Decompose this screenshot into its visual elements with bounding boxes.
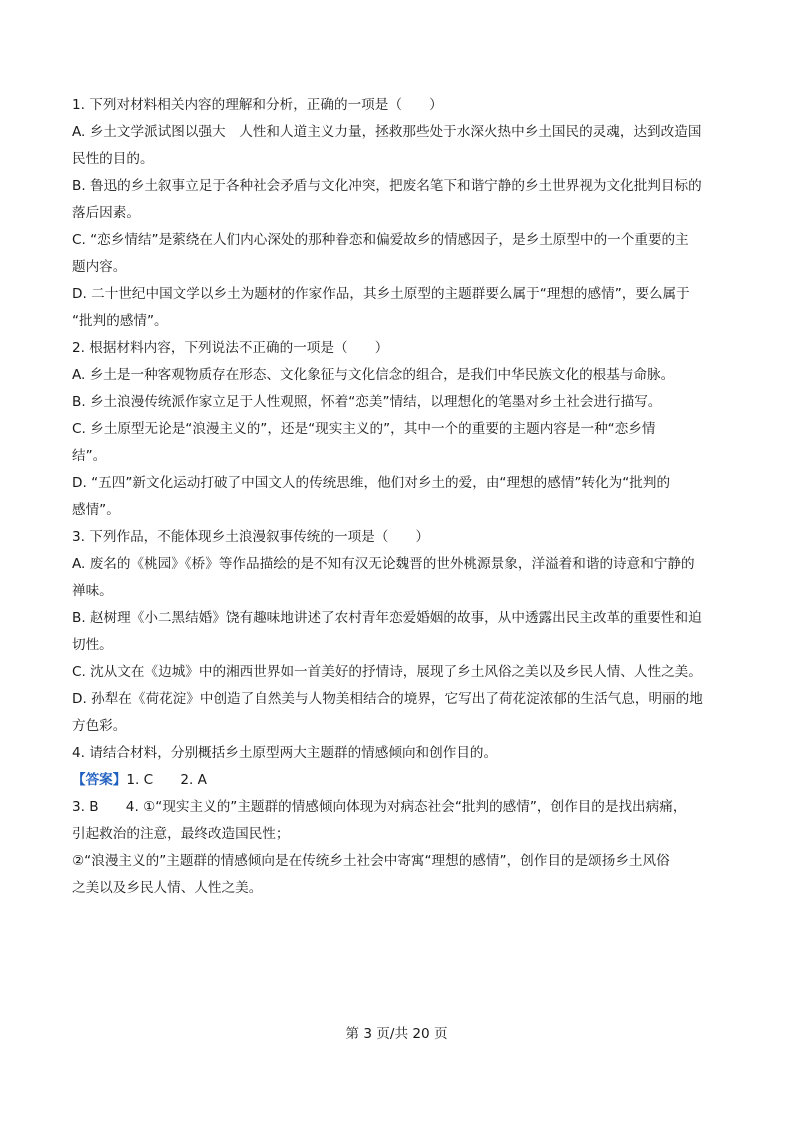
q3-option-a-line1: A. 废名的《桃园》《桥》等作品描绘的是不知有汉无论魏晋的世外桃源景象，洋溢着和谐的诗意和宁静的 <box>72 556 695 572</box>
answer-line-2: 引起救治的注意，最终改造国民性； <box>72 826 290 842</box>
q1-option-b-line2: 落后因素。 <box>72 205 140 221</box>
q3-option-b-line1: B. 赵树理《小二黑结婚》饶有趣味地讲述了农村青年恋爱婚姻的故事，从中透露出民主改革的重要性和迫 <box>72 610 702 626</box>
q1-stem: 1. 下列对材料相关内容的理解和分析，正确的一项是（ ） <box>72 97 443 113</box>
q2-stem: 2. 根据材料内容，下列说法不正确的一项是（ ） <box>72 340 389 356</box>
answer-line-4: 之美以及乡民人情、人性之美。 <box>72 880 263 896</box>
q2-option-b: B. 乡土浪漫传统派作家立足于人性观照，怀着“恋美”情结，以理想化的笔墨对乡土社会进行描写。 <box>72 394 662 410</box>
q1-option-d-line1: D. 二十世纪中国文学以乡土为题材的作家作品，其乡土原型的主题群要么属于“理想的感情”，要么属于 <box>72 286 690 302</box>
q3-stem: 3. 下列作品，不能体现乡土浪漫叙事传统的一项是（ ） <box>72 529 430 545</box>
answer-first-line <box>72 767 727 794</box>
q3-option-d-line1: D. 孙犁在《荷花淀》中创造了自然美与人物美相结合的境界，它写出了荷花淀浓郁的生活气息，明丽的地 <box>72 691 703 707</box>
answer-values: 1. C 2. A <box>126 772 207 788</box>
q2-option-a: A. 乡土是一种客观物质存在形态、文化象征与文化信念的组合，是我们中华民族文化的根基与命脉。 <box>72 367 675 383</box>
q1-option-c-line2: 题内容。 <box>72 259 127 275</box>
q3-option-b-line2: 切性。 <box>72 637 113 653</box>
answer-line-3: ②“浪漫主义的”主题群的情感倾向是在传统乡土社会中寄寓“理想的感情”，创作目的是颂扬乡土风俗 <box>72 853 670 869</box>
q2-option-c-line2: 结”。 <box>72 448 107 464</box>
answer-label: 【答案】 <box>72 772 127 788</box>
question-block <box>72 92 727 767</box>
q4-stem: 4. 请结合材料，分别概括乡土原型两大主题群的情感倾向和创作目的。 <box>72 745 498 761</box>
q1-option-c-line1: C. “恋乡情结”是萦绕在人们内心深处的那种眷恋和偏爱故乡的情感因子，是乡土原型中的一个重要的主 <box>72 232 689 248</box>
q1-option-a-line1: A. 乡土文学派试图以强大 人性和人道主义力量，拯救那些处于水深火热中乡土国民的灵魂，达到改造国 <box>72 124 702 140</box>
q1-option-d-line2: “批判的感情”。 <box>72 313 168 329</box>
q1-option-a-line2: 民性的目的。 <box>72 151 154 167</box>
q1-option-b-line1: B. 鲁迅的乡土叙事立足于各种社会矛盾与文化冲突，把废名笔下和谐宁静的乡土世界视为文化批判目标的 <box>72 178 702 194</box>
q2-option-c-line1: C. 乡土原型无论是“浪漫主义的”，还是“现实主义的”，其中一个的重要的主题内容是一种“恋乡情 <box>72 421 656 437</box>
answer-line-1: 3. B 4. ①“现实主义的”主题群的情感倾向体现为对病态社会“批判的感情”，创作目的是找出病痛， <box>72 799 687 815</box>
q3-option-c: C. 沈从文在《边城》中的湘西世界如一首美好的抒情诗，展现了乡土风俗之美以及乡民人情、人性之美。 <box>72 664 702 680</box>
page-footer: 第 3 页/共 20 页 <box>345 1026 448 1042</box>
q2-option-d-line2: 感情”。 <box>72 502 120 518</box>
q3-option-a-line2: 禅味。 <box>72 583 113 599</box>
q2-option-d-line1: D. “五四”新文化运动打破了中国文人的传统思维，他们对乡土的爱，由“理想的感情”转化为“批判的 <box>72 475 671 491</box>
document-body <box>72 92 727 902</box>
q3-option-d-line2: 方色彩。 <box>72 718 127 734</box>
